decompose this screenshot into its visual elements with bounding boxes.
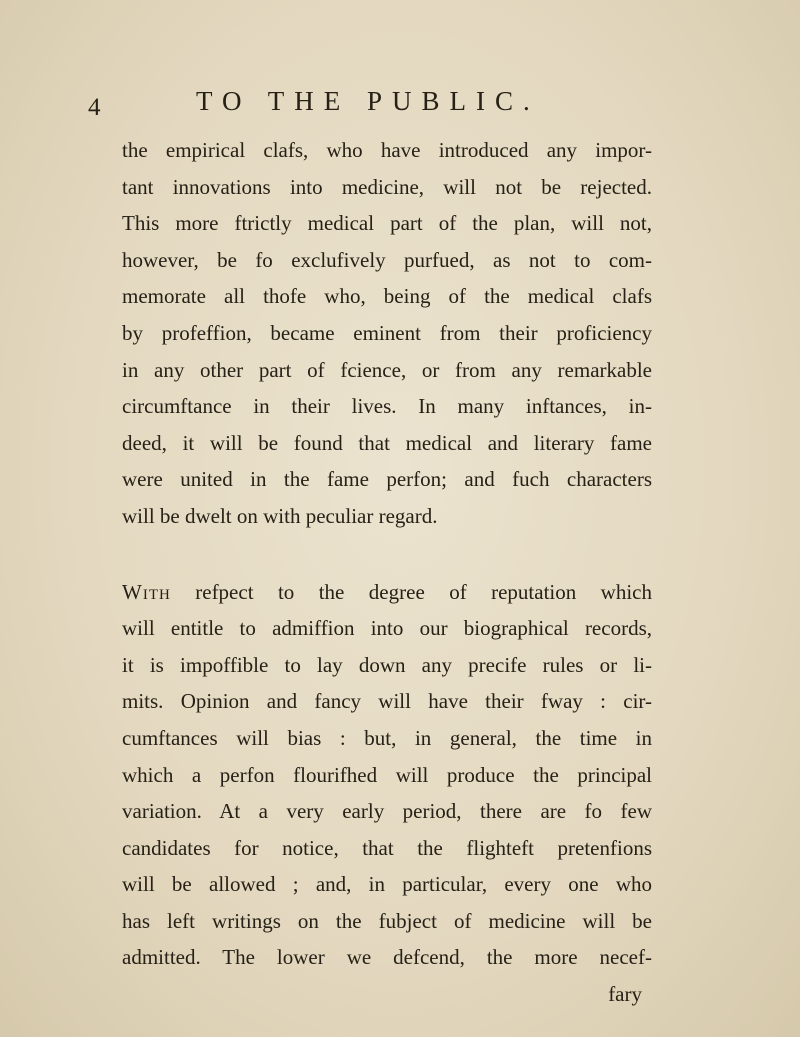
text-line: tant innovations into medicine, will not be rejected. [122, 174, 652, 199]
text-line: deed, it will be found that medical and literary fame [122, 430, 652, 455]
text-line: candidates for notice, that the flighteft pretenfions [122, 835, 652, 860]
paragraph-2 [122, 574, 652, 977]
text-line: circumftance in their lives. In many inftances, in- [122, 394, 652, 419]
text-line: by profeffion, became eminent from their proficiency [122, 320, 652, 345]
paragraph-1 [122, 132, 652, 535]
text-line: in any other part of fcience, or from any remarkable [122, 357, 652, 382]
running-title: TO THE PUBLIC. [196, 86, 540, 116]
text-line: will entitle to admiffion into our biographical records, [122, 616, 652, 641]
text-line: will be dwelt on with peculiar regard. [122, 503, 438, 528]
text-line-first [122, 574, 652, 611]
text-line: This more ftrictly medical part of the plan, will not, [122, 211, 652, 236]
page-header [88, 86, 688, 126]
text-line: however, be fo exclufively purfued, as not to com- [122, 247, 652, 272]
text-line: the empirical clafs, who have introduced any impor- [122, 138, 652, 162]
text-line: which a perfon flourifhed will produce the principal [122, 762, 652, 787]
lead-word: With [122, 579, 171, 604]
body-text [122, 132, 652, 1013]
text-line: it is impoffible to lay down any precife rules or li- [122, 652, 652, 677]
text-line: variation. At a very early period, there are fo few [122, 799, 652, 824]
text-line: memorate all thofe who, being of the medical clafs [122, 284, 652, 309]
paragraph-gap [122, 535, 652, 574]
page-number: 4 [88, 94, 101, 121]
text-line: admitted. The lower we defcend, the more necef- [122, 945, 652, 970]
text-line: mits. Opinion and fancy will have their fway : cir- [122, 689, 652, 714]
text-line: has left writings on the fubject of medicine will be [122, 908, 652, 933]
first-line-rest: refpect to the degree of reputation which [195, 579, 653, 604]
catchword: fary [608, 982, 642, 1007]
text-line: will be allowed ; and, in particular, every one who [122, 872, 652, 897]
text-line: were united in the fame perfon; and fuch characters [122, 467, 652, 492]
text-line: cumftances will bias : but, in general, the time in [122, 725, 652, 750]
